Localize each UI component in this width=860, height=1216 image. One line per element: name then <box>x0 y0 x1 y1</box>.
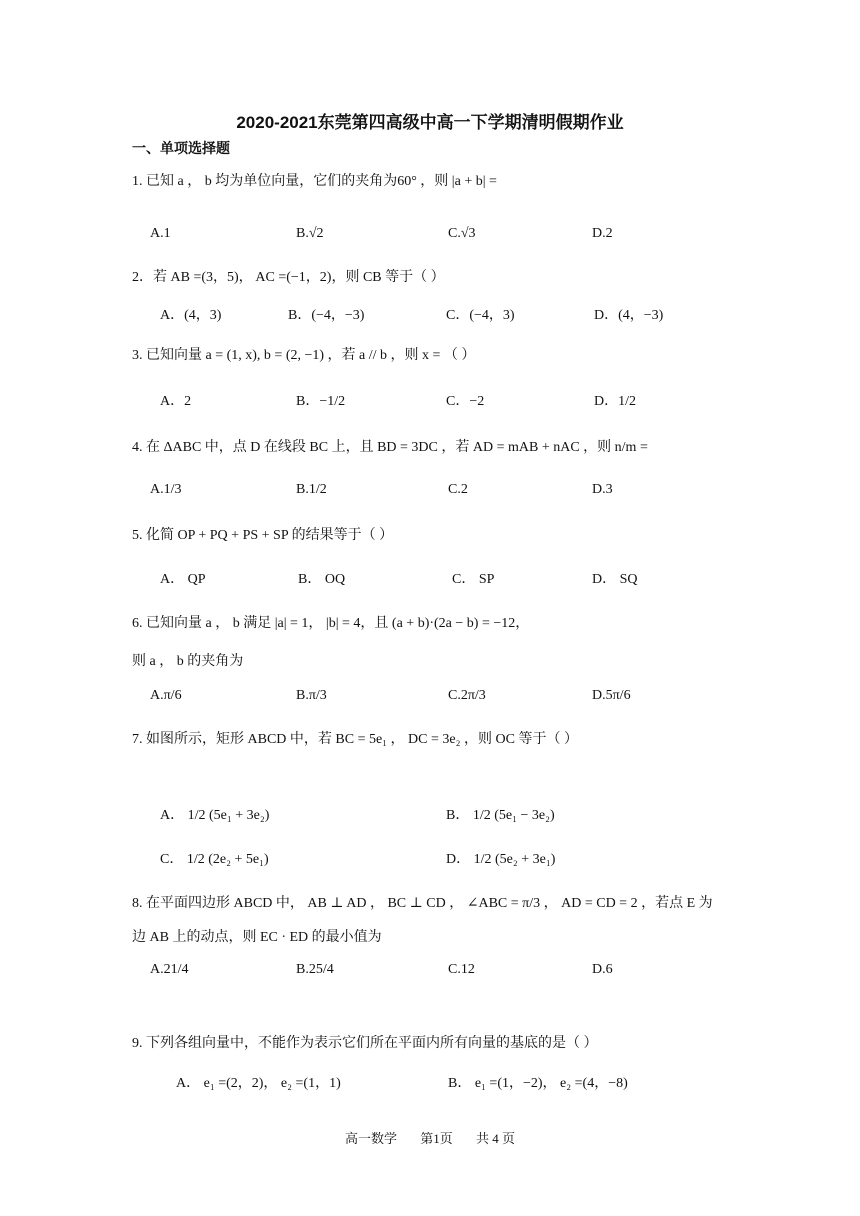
question-3-option-b: B．−1/2 <box>296 394 346 409</box>
question-9-option-a: A． e₁ =(2，2)， e₂ =(1，1) <box>176 1076 341 1091</box>
question-9-stem: 9. 下列各组向量中，不能作为表示它们所在平面内所有向量的基底的是（ ） <box>132 1036 598 1051</box>
question-1-option-a: A.1 <box>150 226 171 241</box>
question-8-option-c: C.12 <box>448 962 475 977</box>
question-1-option-b: B.√2 <box>296 226 324 241</box>
question-5-option-c: C． SP <box>452 572 495 587</box>
question-4-option-c: C.2 <box>448 482 468 497</box>
question-5-stem: 5. 化简 OP + PQ + PS + SP 的结果等于（ ） <box>132 528 394 543</box>
page-title: 2020-2021东莞第四高级中高一下学期清明假期作业 <box>236 113 624 132</box>
question-5-option-b: B． OQ <box>298 572 346 587</box>
question-3-option-d: D．1/2 <box>594 394 636 409</box>
question-4-option-d: D.3 <box>592 482 613 497</box>
question-7-option-c: C． 1/2 (2e₂ + 5e₁) <box>160 852 269 867</box>
question-2-stem: 2．若 AB =(3，5)， AC =(−1，2)，则 CB 等于（ ） <box>132 270 445 285</box>
question-5-option-d: D． SQ <box>592 572 638 587</box>
question-8-option-b: B.25/4 <box>296 962 334 977</box>
question-6-option-c: C.2π/3 <box>448 688 486 703</box>
question-7-option-d: D． 1/2 (5e₂ + 3e₁) <box>446 852 556 867</box>
question-7-stem: 7. 如图所示，矩形 ABCD 中，若 BC = 5e₁ ， DC = 3e₂ ，则 OC 等于（ ） <box>132 732 578 747</box>
section-heading: 一、单项选择题 <box>132 140 230 156</box>
page-footer <box>0 1128 860 1147</box>
question-4-option-b: B.1/2 <box>296 482 327 497</box>
question-2-option-c: C．(−4，3) <box>446 308 515 323</box>
question-3-option-c: C．−2 <box>446 394 485 409</box>
question-2-option-a: A．(4，3) <box>160 308 222 323</box>
question-6-stem-cont: 则 a ， b 的夹角为 <box>132 654 244 669</box>
question-9-option-b: B． e₁ =(1，−2)， e₂ =(4，−8) <box>448 1076 628 1091</box>
question-8-stem: 8. 在平面四边形 ABCD 中， AB ⊥ AD ， BC ⊥ CD ， ∠ABC = π/3 ， AD = CD = 2 ，若点 E 为 <box>132 896 713 911</box>
question-8-stem-cont: 边 AB 上的动点，则 EC · ED 的最小值为 <box>132 930 382 945</box>
question-4-option-a: A.1/3 <box>150 482 182 497</box>
question-6-option-b: B.π/3 <box>296 688 327 703</box>
footer-page-number: 第1页 <box>420 1131 453 1146</box>
question-7-option-b: B． 1/2 (5e₁ − 3e₂) <box>446 808 555 823</box>
question-6-option-d: D.5π/6 <box>592 688 631 703</box>
question-2-option-d: D．(4，−3) <box>594 308 664 323</box>
footer-subject: 高一数学 <box>344 1131 397 1146</box>
question-8-option-a: A.21/4 <box>150 962 189 977</box>
question-4-stem: 4. 在 ΔABC 中，点 D 在线段 BC 上，且 BD = 3DC ，若 AD = mAB + nAC ，则 n/m = <box>132 440 648 455</box>
question-3-stem: 3. 已知向量 a = (1, x), b = (2, −1) ，若 a // b ，则 x = （ ） <box>132 348 476 363</box>
question-1-stem: 1. 已知 a ， b 均为单位向量，它们的夹角为60° ，则 |a + b| = <box>132 174 497 189</box>
question-2-option-b: B．(−4，−3) <box>288 308 365 323</box>
question-3-option-a: A．2 <box>160 394 192 409</box>
question-1-option-c: C.√3 <box>448 226 476 241</box>
question-7-option-a: A． 1/2 (5e₁ + 3e₂) <box>160 808 270 823</box>
question-5-option-a: A． QP <box>160 572 206 587</box>
question-6-stem: 6. 已知向量 a ， b 满足 |a| = 1， |b| = 4，且 (a + b)·(2a − b) = −12， <box>132 616 530 631</box>
footer-total-pages: 共 4 页 <box>476 1131 516 1146</box>
question-6-option-a: A.π/6 <box>150 688 182 703</box>
question-8-option-d: D.6 <box>592 962 613 977</box>
question-1-option-d: D.2 <box>592 226 613 241</box>
